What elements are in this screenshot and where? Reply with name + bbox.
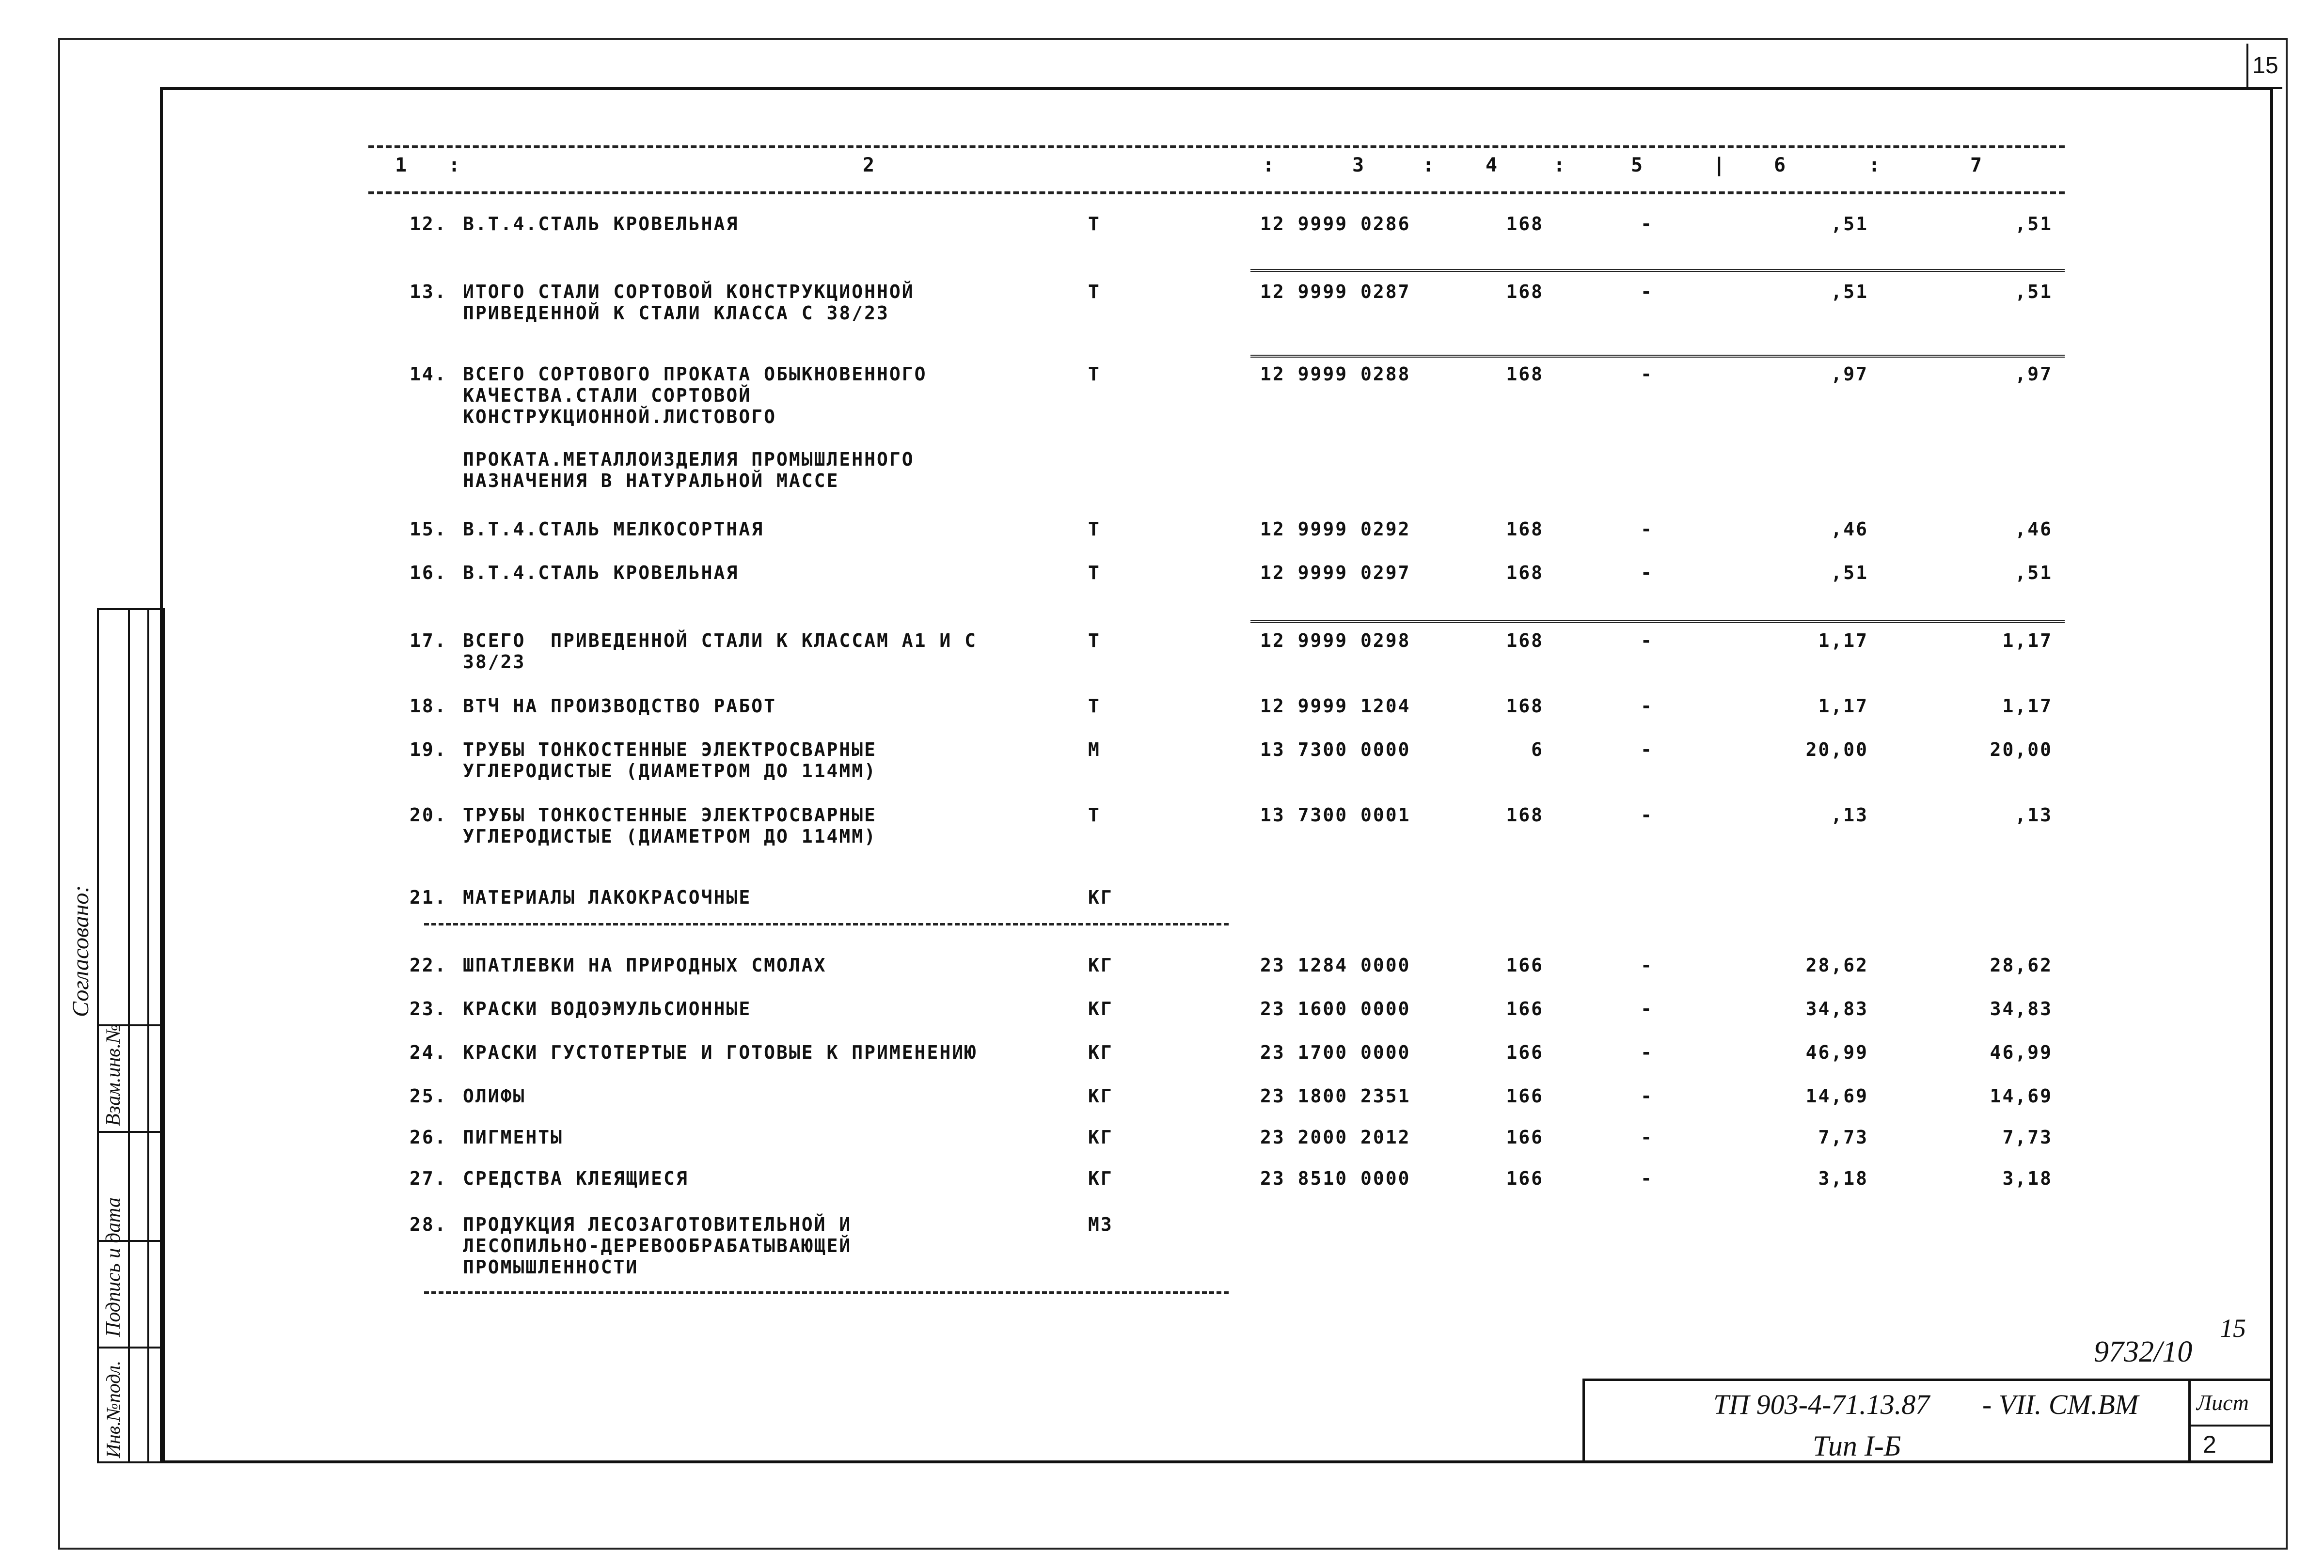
replace-inv-label: Взам.инв.№ — [102, 1024, 125, 1126]
sheet-number: 2 — [2203, 1431, 2216, 1458]
row-number: 21. — [410, 887, 447, 908]
row-name-line: ПРОМЫШЛЕННОСТИ — [463, 1256, 639, 1278]
row-name-line: ШПАТЛЕВКИ НА ПРИРОДНЫХ СМОЛАХ — [463, 955, 827, 976]
row-code: 23 1600 0000 — [1260, 998, 1411, 1019]
row-col5: - — [1641, 804, 1653, 826]
row-col4: 168 — [1506, 562, 1544, 583]
row-name-line: ПРИВЕДЕННОЙ К СТАЛИ КЛАССА С 38/23 — [463, 302, 889, 324]
row-code: 12 9999 0287 — [1260, 281, 1411, 302]
row-code: 12 9999 0297 — [1260, 562, 1411, 583]
sign-date-label: Подпись и дата — [102, 1197, 125, 1337]
row-number: 20. — [410, 804, 447, 826]
row-col6: ,46 — [1831, 518, 1868, 540]
row-name-line: ВТЧ НА ПРОИЗВОДСТВО РАБОТ — [463, 695, 776, 717]
subtotal-rule — [1250, 620, 2065, 623]
row-number: 22. — [410, 955, 447, 976]
row-name-line: ВСЕГО СОРТОВОГО ПРОКАТА ОБЫКНОВЕННОГО — [463, 363, 927, 385]
group-underline — [424, 923, 1229, 925]
row-name-line: МАТЕРИАЛЫ ЛАКОКРАСОЧНЫЕ — [463, 887, 752, 908]
row-name-line: ПРОДУКЦИЯ ЛЕСОЗАГОТОВИТЕЛЬНОЙ И — [463, 1214, 852, 1235]
row-col5: - — [1641, 739, 1653, 760]
row-unit: КГ — [1088, 887, 1113, 908]
row-name-line: УГЛЕРОДИСТЫЕ (ДИАМЕТРОМ ДО 114ММ) — [463, 760, 877, 782]
row-name-line: ТРУБЫ ТОНКОСТЕННЫЕ ЭЛЕКТРОСВАРНЫЕ — [463, 739, 877, 760]
row-col4: 166 — [1506, 998, 1544, 1019]
col-header-7: 7 — [1970, 154, 1982, 176]
row-col7: 1,17 — [2002, 695, 2053, 717]
row-name-line: ИТОГО СТАЛИ СОРТОВОЙ КОНСТРУКЦИОННОЙ — [463, 281, 915, 302]
row-name-line: ТРУБЫ ТОНКОСТЕННЫЕ ЭЛЕКТРОСВАРНЫЕ — [463, 804, 877, 826]
row-col4: 6 — [1531, 739, 1544, 760]
row-number: 23. — [410, 998, 447, 1019]
row-code: 12 9999 1204 — [1260, 695, 1411, 717]
row-unit: Т — [1088, 630, 1101, 651]
row-code: 23 2000 2012 — [1260, 1127, 1411, 1148]
row-col6: ,51 — [1831, 213, 1868, 235]
row-col7: 7,73 — [2002, 1127, 2053, 1148]
strip-row-line — [99, 1347, 163, 1348]
row-number: 18. — [410, 695, 447, 717]
row-name-line: В.Т.4.СТАЛЬ МЕЛКОСОРТНАЯ — [463, 518, 764, 540]
row-number: 27. — [410, 1168, 447, 1189]
row-col6: ,51 — [1831, 562, 1868, 583]
row-number: 26. — [410, 1127, 447, 1148]
archive-sheet: 15 — [2220, 1314, 2246, 1343]
row-name-line: ОЛИФЫ — [463, 1085, 526, 1107]
row-col7: ,13 — [2015, 804, 2053, 826]
row-unit: КГ — [1088, 1085, 1113, 1107]
subtotal-rule — [1250, 269, 2065, 272]
row-col7: 46,99 — [1990, 1042, 2053, 1063]
group-underline — [424, 1291, 1229, 1294]
row-unit: Т — [1088, 695, 1101, 717]
col-header-5: 5 — [1631, 154, 1643, 176]
row-code: 23 8510 0000 — [1260, 1168, 1411, 1189]
row-code: 12 9999 0292 — [1260, 518, 1411, 540]
row-unit: КГ — [1088, 1168, 1113, 1189]
row-col5: - — [1641, 1042, 1653, 1063]
row-unit: КГ — [1088, 955, 1113, 976]
row-col4: 166 — [1506, 1168, 1544, 1189]
strip-divider — [147, 610, 149, 1461]
row-col7: ,51 — [2015, 213, 2053, 235]
strip-row-line — [99, 1131, 163, 1133]
row-col5: - — [1641, 1127, 1653, 1148]
row-col7: ,51 — [2015, 562, 2053, 583]
row-col4: 166 — [1506, 1127, 1544, 1148]
col-sep: : — [1868, 154, 1881, 176]
row-col6: ,13 — [1831, 804, 1868, 826]
row-col7: ,46 — [2015, 518, 2053, 540]
row-number: 28. — [410, 1214, 447, 1235]
row-name-line: КРАСКИ ГУСТОТЕРТЫЕ И ГОТОВЫЕ К ПРИМЕНЕНИЮ — [463, 1042, 977, 1063]
row-name-line: В.Т.4.СТАЛЬ КРОВЕЛЬНАЯ — [463, 213, 739, 235]
row-unit: Т — [1088, 213, 1101, 235]
row-col7: 34,83 — [1990, 998, 2053, 1019]
row-col4: 166 — [1506, 1085, 1544, 1107]
row-unit: Т — [1088, 518, 1101, 540]
type-label: Тип I-Б — [1813, 1430, 1901, 1462]
row-col6: ,97 — [1831, 363, 1868, 385]
row-col7: 1,17 — [2002, 630, 2053, 651]
row-col5: - — [1641, 213, 1653, 235]
row-unit: М3 — [1088, 1214, 1113, 1235]
row-col6: 7,73 — [1818, 1127, 1868, 1148]
row-col5: - — [1641, 695, 1653, 717]
row-col6: 3,18 — [1818, 1168, 1868, 1189]
row-col4: 168 — [1506, 630, 1544, 651]
stamp-divider — [2188, 1425, 2273, 1427]
row-number: 16. — [410, 562, 447, 583]
row-name-line: УГЛЕРОДИСТЫЕ (ДИАМЕТРОМ ДО 114ММ) — [463, 826, 877, 847]
row-col6: 46,99 — [1805, 1042, 1868, 1063]
row-code: 12 9999 0298 — [1260, 630, 1411, 651]
row-code: 13 7300 0000 — [1260, 739, 1411, 760]
col-header-1: 1 — [395, 154, 407, 176]
row-number: 25. — [410, 1085, 447, 1107]
row-col5: - — [1641, 518, 1653, 540]
header-top-rule — [368, 145, 2065, 148]
row-col5: - — [1641, 998, 1653, 1019]
row-name-line: КОНСТРУКЦИОННОЙ.ЛИСТОВОГО — [463, 406, 776, 427]
row-number: 13. — [410, 281, 447, 302]
row-code: 12 9999 0286 — [1260, 213, 1411, 235]
row-name-line: ПИГМЕНТЫ — [463, 1127, 564, 1148]
corner-sheet-number: 15 — [2246, 44, 2282, 89]
row-name-line: КРАСКИ ВОДОЭМУЛЬСИОННЫЕ — [463, 998, 752, 1019]
row-col6: 34,83 — [1805, 998, 1868, 1019]
row-name-line: КАЧЕСТВА.СТАЛИ СОРТОВОЙ — [463, 385, 752, 406]
row-number: 12. — [410, 213, 447, 235]
row-code: 12 9999 0288 — [1260, 363, 1411, 385]
col-sep: | — [1713, 154, 1725, 176]
row-col5: - — [1641, 281, 1653, 302]
row-col6: ,51 — [1831, 281, 1868, 302]
row-col5: - — [1641, 1085, 1653, 1107]
row-number: 15. — [410, 518, 447, 540]
row-code: 23 1800 2351 — [1260, 1085, 1411, 1107]
inv-original-label: Инв.№подл. — [102, 1361, 124, 1458]
row-col6: 28,62 — [1805, 955, 1868, 976]
row-col7: 28,62 — [1990, 955, 2053, 976]
col-header-3: 3 — [1352, 154, 1364, 176]
row-col4: 168 — [1506, 363, 1544, 385]
row-unit: Т — [1088, 363, 1101, 385]
row-col5: - — [1641, 562, 1653, 583]
sheet-label: Лист — [2197, 1390, 2249, 1415]
row-unit: КГ — [1088, 998, 1113, 1019]
row-number: 19. — [410, 739, 447, 760]
row-col7: ,97 — [2015, 363, 2053, 385]
row-name-line: В.Т.4.СТАЛЬ КРОВЕЛЬНАЯ — [463, 562, 739, 583]
row-code: 13 7300 0001 — [1260, 804, 1411, 826]
document-code: ТП 903-4-71.13.87 — [1713, 1389, 1930, 1420]
row-col5: - — [1641, 630, 1653, 651]
col-sep: : — [1553, 154, 1565, 176]
row-col4: 168 — [1506, 804, 1544, 826]
row-name-line: СРЕДСТВА КЛЕЯЩИЕСЯ — [463, 1168, 689, 1189]
col-sep: : — [448, 154, 460, 176]
row-col7: 20,00 — [1990, 739, 2053, 760]
row-name-line: НАЗНАЧЕНИЯ В НАТУРАЛЬНОЙ МАССЕ — [463, 470, 839, 491]
subtotal-rule — [1250, 355, 2065, 358]
col-header-2: 2 — [863, 154, 875, 176]
row-col4: 168 — [1506, 695, 1544, 717]
col-header-6: 6 — [1774, 154, 1786, 176]
agreed-label: Согласовано: — [68, 885, 94, 1017]
row-number: 14. — [410, 363, 447, 385]
row-unit: Т — [1088, 804, 1101, 826]
row-number: 24. — [410, 1042, 447, 1063]
row-col4: 168 — [1506, 281, 1544, 302]
row-col4: 168 — [1506, 518, 1544, 540]
row-name-line: ВСЕГО ПРИВЕДЕННОЙ СТАЛИ К КЛАССАМ А1 И С — [463, 630, 977, 651]
title-block — [1582, 1379, 2273, 1463]
row-col4: 166 — [1506, 955, 1544, 976]
row-col5: - — [1641, 363, 1653, 385]
row-col6: 20,00 — [1805, 739, 1868, 760]
row-col7: 3,18 — [2002, 1168, 2053, 1189]
row-col4: 166 — [1506, 1042, 1544, 1063]
row-name-line: ЛЕСОПИЛЬНО-ДЕРЕВООБРАБАТЫВАЮЩЕЙ — [463, 1235, 852, 1256]
row-col4: 168 — [1506, 213, 1544, 235]
col-sep: : — [1263, 154, 1275, 176]
row-col5: - — [1641, 1168, 1653, 1189]
row-unit: Т — [1088, 281, 1101, 302]
row-col7: 14,69 — [1990, 1085, 2053, 1107]
row-unit: КГ — [1088, 1042, 1113, 1063]
header-bottom-rule — [368, 191, 2065, 194]
row-col6: 1,17 — [1818, 630, 1868, 651]
document-suffix: - VII. СМ.ВМ — [1982, 1389, 2139, 1420]
row-number: 17. — [410, 630, 447, 651]
row-col7: ,51 — [2015, 281, 2053, 302]
row-col5: - — [1641, 955, 1653, 976]
row-code: 23 1284 0000 — [1260, 955, 1411, 976]
row-name-line: 38/23 — [463, 651, 526, 673]
stamp-divider — [2188, 1381, 2191, 1463]
col-sep: : — [1423, 154, 1435, 176]
col-header-4: 4 — [1486, 154, 1498, 176]
row-unit: Т — [1088, 562, 1101, 583]
archive-number: 9732/10 — [2094, 1335, 2193, 1368]
strip-divider — [128, 610, 130, 1461]
row-code: 23 1700 0000 — [1260, 1042, 1411, 1063]
row-unit: М — [1088, 739, 1101, 760]
row-name-line: ПРОКАТА.МЕТАЛЛОИЗДЕЛИЯ ПРОМЫШЛЕННОГО — [463, 449, 915, 470]
approval-strip — [68, 608, 165, 1463]
row-col6: 1,17 — [1818, 695, 1868, 717]
row-col6: 14,69 — [1805, 1085, 1868, 1107]
row-unit: КГ — [1088, 1127, 1113, 1148]
